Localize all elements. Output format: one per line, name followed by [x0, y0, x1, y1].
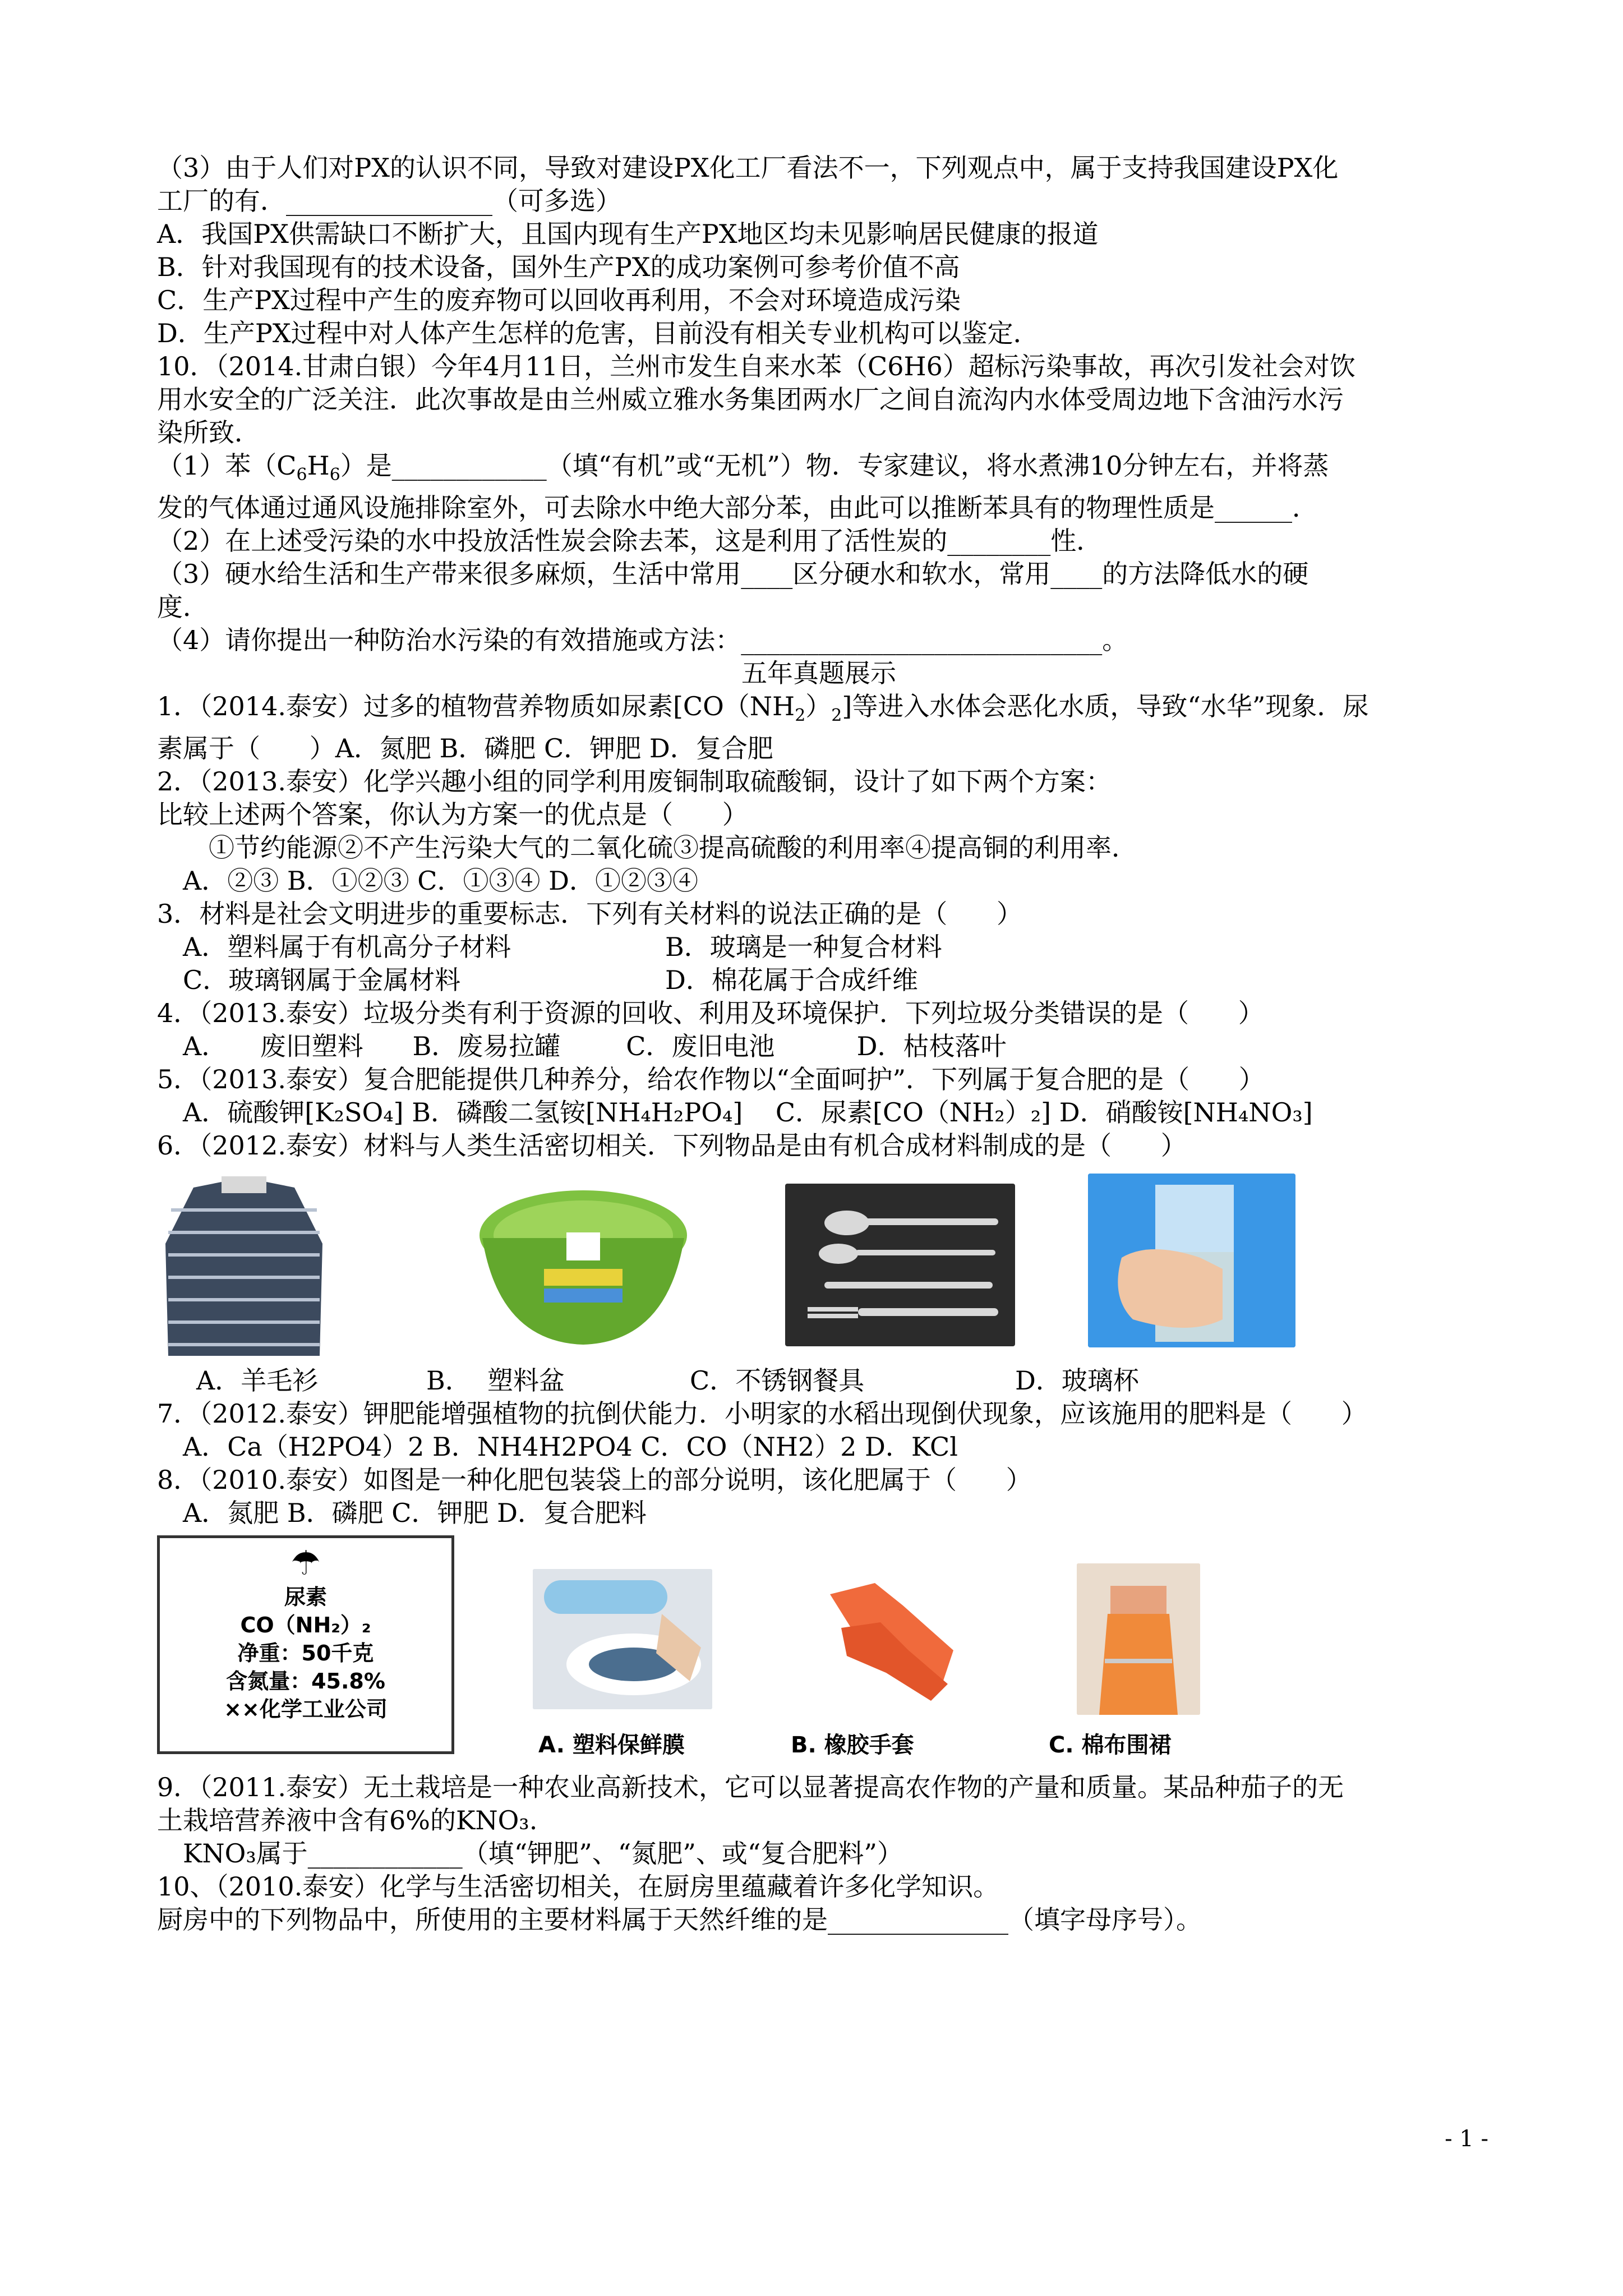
text-line: （4）请你提出一种防治水污染的有效措施或方法：____________________________。: [157, 625, 1128, 656]
question-3-options-row1: [157, 931, 1481, 964]
question-10b: 10、（2010.泰安）化学与生活密切相关，在厨房里蕴藏着许多化学知识。: [157, 1871, 999, 1902]
label-weight: 净重：50千克: [237, 1641, 374, 1666]
umbrella-icon: ☂: [291, 1544, 321, 1584]
label-formula: CO（NH₂）₂: [240, 1613, 371, 1638]
caption-a: A．羊毛衫: [196, 1365, 319, 1396]
plastic-wrap-image: [533, 1569, 712, 1709]
caption-wrap: A. 塑料保鲜膜: [538, 1732, 685, 1759]
question-8-options: A．氮肥 B．磷肥 C．钾肥 D．复合肥料: [183, 1498, 647, 1529]
option-line: B．针对我国现有的技术设备，国外生产PX的成功案例可参考价值不高: [157, 252, 960, 282]
question-5-options: A．硫酸钾[K₂SO₄] B．磷酸二氢铵[NH₄H₂PO₄] C．尿素[CO（NH₂）₂] D．硝酸铵[NH₄NO₃]: [183, 1097, 1313, 1128]
cotton-apron-image: [1077, 1563, 1200, 1715]
option-a: A．塑料属于有机高分子材料: [183, 932, 511, 963]
question-10-part-1: （1）苯$(C_6H_6)$是____________（填“有机”或“无机”）物．专家建议，将水煮沸10分钟左右，并将蒸: [157, 450, 1329, 485]
caption-c: C．不锈钢餐具: [690, 1365, 865, 1396]
option-line: D．生产PX过程中对人体产生怎样的危害，目前没有相关专业机构可以鉴定．: [157, 318, 1039, 348]
option-line: A．我国PX供需缺口不断扩大，且国内现有生产PX地区均未见影响居民健康的报道: [157, 219, 1099, 249]
question-2-compare: 比较上述两个答案，你认为方案一的优点是（ ）: [157, 799, 748, 830]
question-9-line2: 土栽培营养液中含有6%的KNO₃.: [157, 1805, 538, 1836]
fertilizer-and-materials-images: [157, 1530, 1481, 1771]
page-number: - 1 -: [1445, 2126, 1488, 2152]
question-10b-line2: 厨房中的下列物品中，所使用的主要材料属于天然纤维的是______________（填字母序号）。: [157, 1904, 1202, 1935]
caption-b: B． 塑料盆: [426, 1365, 565, 1396]
caption-gloves: B. 橡胶手套: [791, 1732, 914, 1759]
question-1: 1．（2014.泰安）过多的植物营养物质如尿素$[CO(NH_2)_2]$等进入水体会恶化水质，导致“水华”现象．尿: [157, 691, 1369, 726]
question-2-options: A．②③ B．①②③ C．①③④ D．①②③④: [183, 866, 698, 896]
text-line: 度．: [157, 592, 209, 623]
px-question-block: [157, 151, 1481, 449]
question-9-line3: KNO₃属于____________（填“钾肥”、“氮肥”、或“复合肥料”）: [183, 1838, 903, 1869]
stainless-cutlery-image: [785, 1184, 1015, 1346]
question-5: 5．（2013.泰安）复合肥能提供几种养分，给农作物以“全面呵护”．下列属于复合肥的是（ ）: [157, 1064, 1265, 1095]
label-nitrogen: 含氮量：45.8%: [226, 1669, 385, 1694]
rubber-gloves-image: [808, 1572, 976, 1706]
question-4-options: A． 废旧塑料 B．废易拉罐 C．废旧电池 D．枯枝落叶: [183, 1031, 1007, 1062]
question-2-items: ①节约能源②不产生污染大气的二氧化硫③提高硫酸的利用率④提高铜的利用率．: [209, 832, 1137, 863]
fertilizer-label: [157, 1535, 454, 1754]
question-8: 8．（2010.泰安）如图是一种化肥包装袋上的部分说明，该化肥属于（ ）: [157, 1465, 1032, 1496]
option-c: C．玻璃钢属于金属材料: [183, 965, 461, 996]
text-line: 用水安全的广泛关注．此次事故是由兰州威立雅水务集团两水厂之间自流沟内水体受周边地下含油污水污: [157, 384, 1344, 415]
option-d: D．棉花属于合成纤维: [665, 965, 918, 996]
text-line: （2）在上述受污染的水中投放活性炭会除去苯，这是利用了活性炭的________性．: [157, 526, 1103, 556]
text-line: 发的气体通过通风设施排除室外，可去除水中绝大部分苯，由此可以推断苯具有的物理性质是______．: [157, 493, 1318, 523]
question-6-captions: [157, 1364, 1481, 1397]
question-7-options: A．Ca（H2PO4）2 B．NH4H2PO4 C．CO（NH2）2 D．KCl: [183, 1432, 958, 1462]
option-line: C．生产PX过程中产生的废弃物可以回收再利用，不会对环境造成污染: [157, 285, 961, 315]
question-4: 4．（2013.泰安）垃圾分类有利于资源的回收、利用及环境保护．下列垃圾分类错误的是（ ）: [157, 998, 1264, 1029]
question-9: 9．（2011.泰安）无土栽培是一种农业高新技术，它可以显著提高农作物的产量和质量。某品种茄子的无: [157, 1772, 1344, 1803]
question-6: 6．（2012.泰安）材料与人类生活密切相关．下列物品是由有机合成材料制成的是（ ）: [157, 1130, 1187, 1161]
section-title: 五年真题展示: [741, 658, 896, 689]
question-2: 2．（2013.泰安）化学兴趣小组的同学利用废铜制取硫酸铜，设计了如下两个方案：: [157, 766, 1112, 797]
text-line: 10．（2014.甘肃白银）今年4月11日，兰州市发生自来水苯（C6H6）超标污染事故，再次引发社会对饮: [157, 351, 1355, 381]
option-b: B．玻璃是一种复合材料: [665, 932, 942, 963]
caption-d: D．玻璃杯: [1015, 1365, 1139, 1396]
sweater-image: [160, 1176, 328, 1359]
text-line: （3）由于人们对PX的认识不同，导致对建设PX化工厂看法不一，下列观点中，属于支持我国建设PX化: [157, 153, 1339, 183]
text-line: 工厂的有．________________（可多选）: [157, 186, 621, 216]
plastic-bowl-image: [477, 1185, 690, 1353]
caption-apron: C. 棉布围裙: [1049, 1732, 1172, 1759]
question-3-options-row2: [157, 964, 1481, 997]
label-company: ××化学工业公司: [224, 1697, 388, 1722]
text-line: 染所致．: [157, 417, 260, 448]
question-6-images: [157, 1162, 1481, 1364]
text-line: （3）硬水给生活和生产带来很多麻烦，生活中常用____区分硬水和软水，常用____的方法降低水的硬: [157, 559, 1309, 590]
label-name: 尿素: [284, 1585, 327, 1610]
worksheet-page: [157, 151, 1481, 1936]
question-7: 7．（2012.泰安）钾肥能增强植物的抗倒伏能力．小明家的水稻出现倒伏现象，应该施用的肥料是（ ）: [157, 1398, 1367, 1429]
question-3: 3．材料是社会文明进步的重要标志．下列有关材料的说法正确的是（ ）: [157, 899, 1022, 930]
question-1-options: 素属于（ ）A．氮肥 B．磷肥 C．钾肥 D．复合肥: [157, 733, 773, 764]
glass-cup-image: [1088, 1174, 1295, 1347]
